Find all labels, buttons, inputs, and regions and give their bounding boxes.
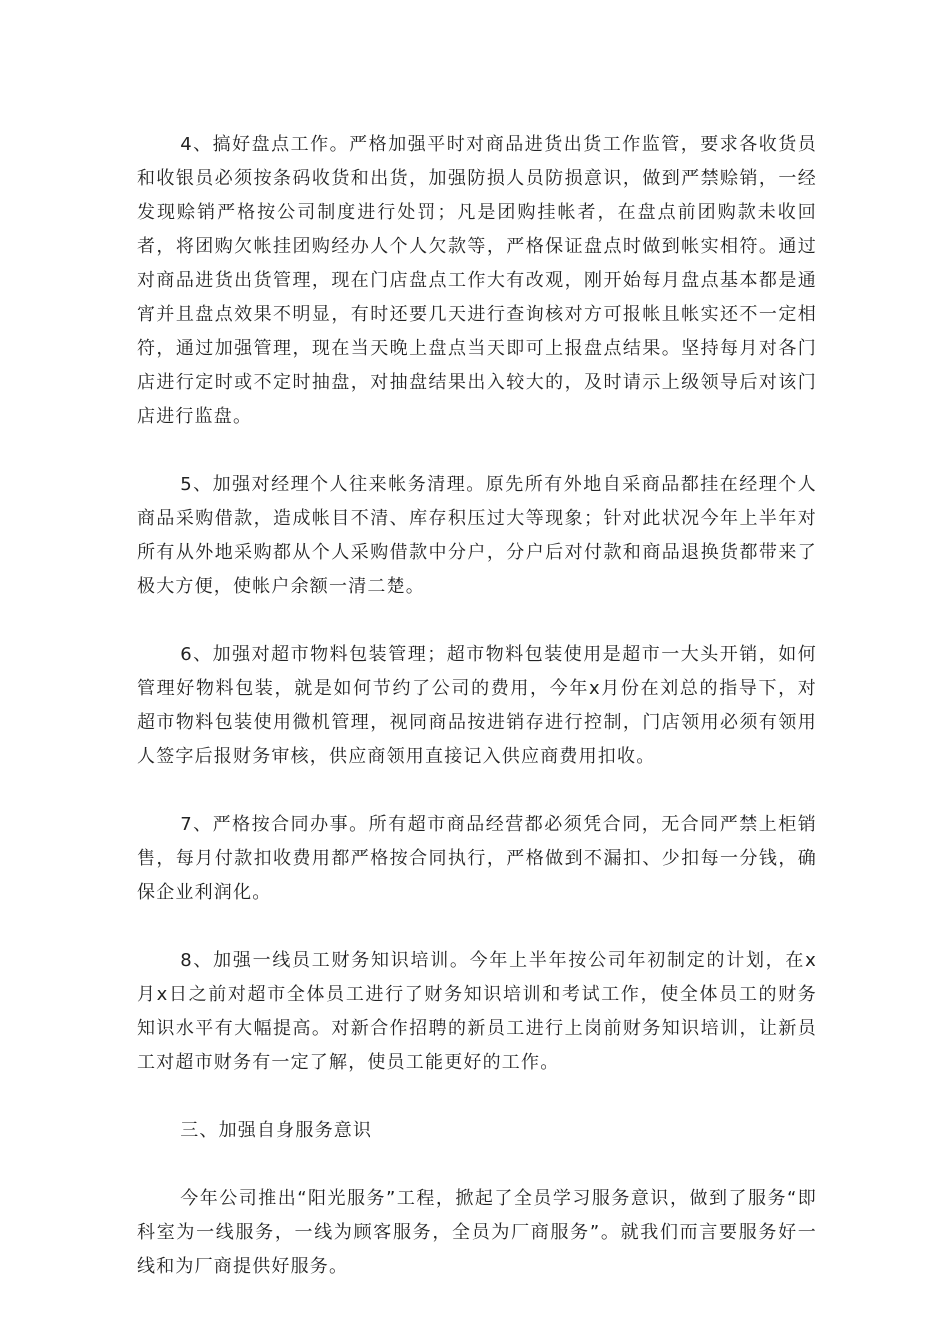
paragraph-item-7-contracts: 7、严格按合同办事。所有超市商品经营都必须凭合同，无合同严禁上柜销售，每月付款扣收费用都严格按合同执行，严格做到不漏扣、少扣每一分钱，确保企业利润化。 — [137, 814, 817, 903]
paragraph-item-8-training: 8、加强一线员工财务知识培训。今年上半年按公司年初制定的计划，在x月x日之前对超市全体员工进行了财务知识培训和考试工作，使全体员工的财务知识水平有大幅提高。对新合作招聘的新员工进行上岗前财务知识培训，让新员工对超市财务有一定了解，使员工能更好的工作。 — [137, 950, 817, 1073]
paragraph-item-4-inventory: 4、搞好盘点工作。严格加强平时对商品进货出货工作监管，要求各收货员和收银员必须按条码收货和出货，加强防损人员防损意识，做到严禁赊销，一经发现赊销严格按公司制度进行处罚；凡是团购挂帐者，在盘点前团购款未收回者，将团购欠帐挂团购经办人个人欠款等，严格保证盘点时做到帐实相符。通过对商品进货出货管理，现在门店盘点工作大有改观，刚开始每月盘点基本都是通宵并且盘点效果不明显，有时还要几天进行查询核对方可报帐且帐实还不一定相符，通过加强管理，现在当天晚上盘点当天即可上报盘点结果。坚持每月对各门店进行定时或不定时抽盘，对抽盘结果出入较大的，及时请示上级领导后对该门店进行监盘。 — [137, 134, 817, 427]
paragraph-item-5-manager-accounts: 5、加强对经理个人往来帐务清理。原先所有外地自采商品都挂在经理个人商品采购借款，造成帐目不清、库存积压过大等现象；针对此状况今年上半年对所有从外地采购都从个人采购借款中分户，分户后对付款和商品退换货都带来了极大方便，使帐户余额一清二楚。 — [137, 474, 817, 597]
document-page — [137, 128, 817, 1318]
paragraph-item-6-packaging: 6、加强对超市物料包装管理；超市物料包装使用是超市一大头开销，如何管理好物料包装，就是如何节约了公司的费用，今年x月份在刘总的指导下，对超市物料包装使用微机管理，视同商品按进销存进行控制，门店领用必须有领用人签字后报财务审核，供应商领用直接记入供应商费用扣收。 — [137, 644, 817, 767]
paragraph-service-intro: 今年公司推出“阳光服务”工程，掀起了全员学习服务意识，做到了服务“即科室为一线服务，一线为顾客服务，全员为厂商服务”。就我们而言要服务好一线和为厂商提供好服务。 — [137, 1188, 817, 1277]
section-heading-service: 三、加强自身服务意识 — [180, 1120, 373, 1141]
